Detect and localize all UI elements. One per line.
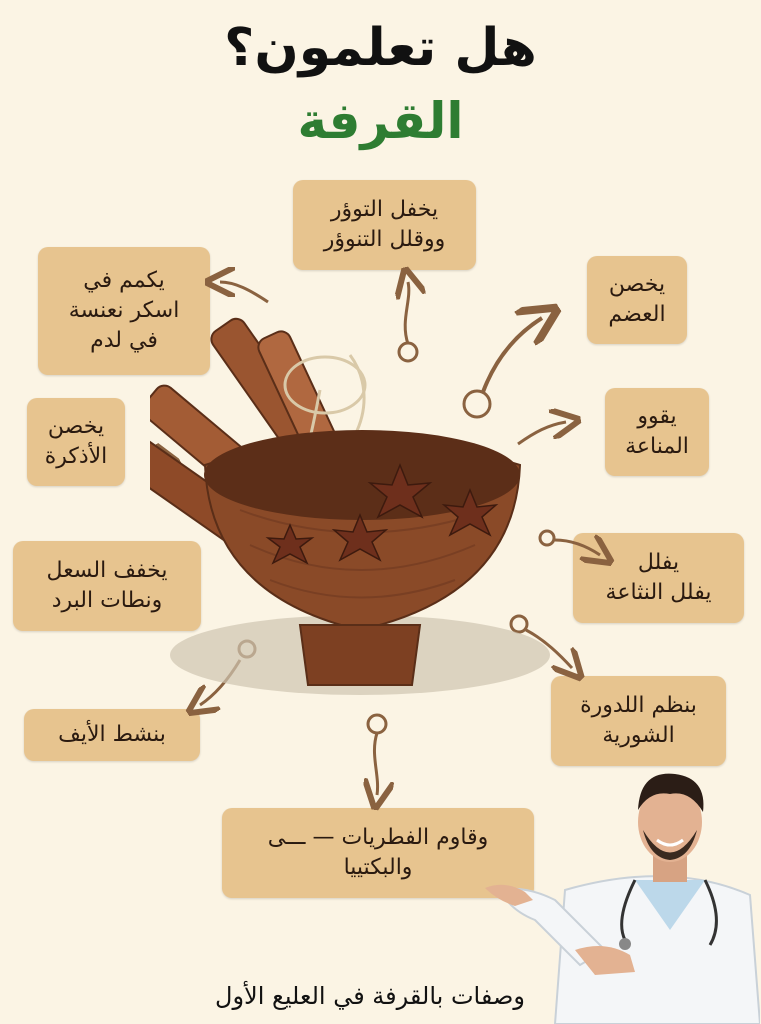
cinnamon-bowl-image — [150, 295, 570, 715]
benefit-line: والبكتييا — [343, 855, 413, 880]
benefit-line: يفلل — [637, 550, 680, 576]
benefit-line: وقاوم الفطريات — ـــى — [267, 825, 489, 851]
benefit-line: الشورية — [602, 723, 675, 748]
benefit-line: يخصن — [608, 272, 666, 298]
benefit-line: يقوو — [637, 404, 677, 430]
benefit-line: ونطات البرد — [51, 588, 163, 613]
benefit-line: يكمم في — [83, 268, 165, 294]
page-subtitle: القرفة — [297, 92, 464, 150]
benefit-line: المناعة — [625, 434, 689, 459]
benefit-line: اسكر نعنسة — [68, 298, 180, 324]
benefit-line: يخصن — [47, 414, 105, 440]
benefit-line: يخفف السعل — [46, 558, 168, 584]
arrow-down-icon — [374, 733, 377, 795]
page-title: هل تعلمون؟ — [224, 18, 537, 78]
benefit-line: بنظم اللدورة — [580, 693, 697, 719]
arrow-origin-dot — [368, 715, 386, 733]
benefit-line: ووقلل التنوؤر — [323, 227, 446, 252]
footer-caption: وصفات بالقرفة في العليع الأول — [215, 982, 525, 1010]
benefit-line: يخفل التوؤر — [330, 197, 439, 223]
benefit-line: بنشط الأيف — [58, 722, 166, 748]
benefit-line: يفلل النثاعة — [605, 580, 712, 605]
benefit-line: العضم — [608, 302, 666, 327]
benefit-line: الأذكرة — [44, 444, 108, 469]
benefit-line: في لدم — [90, 327, 158, 353]
